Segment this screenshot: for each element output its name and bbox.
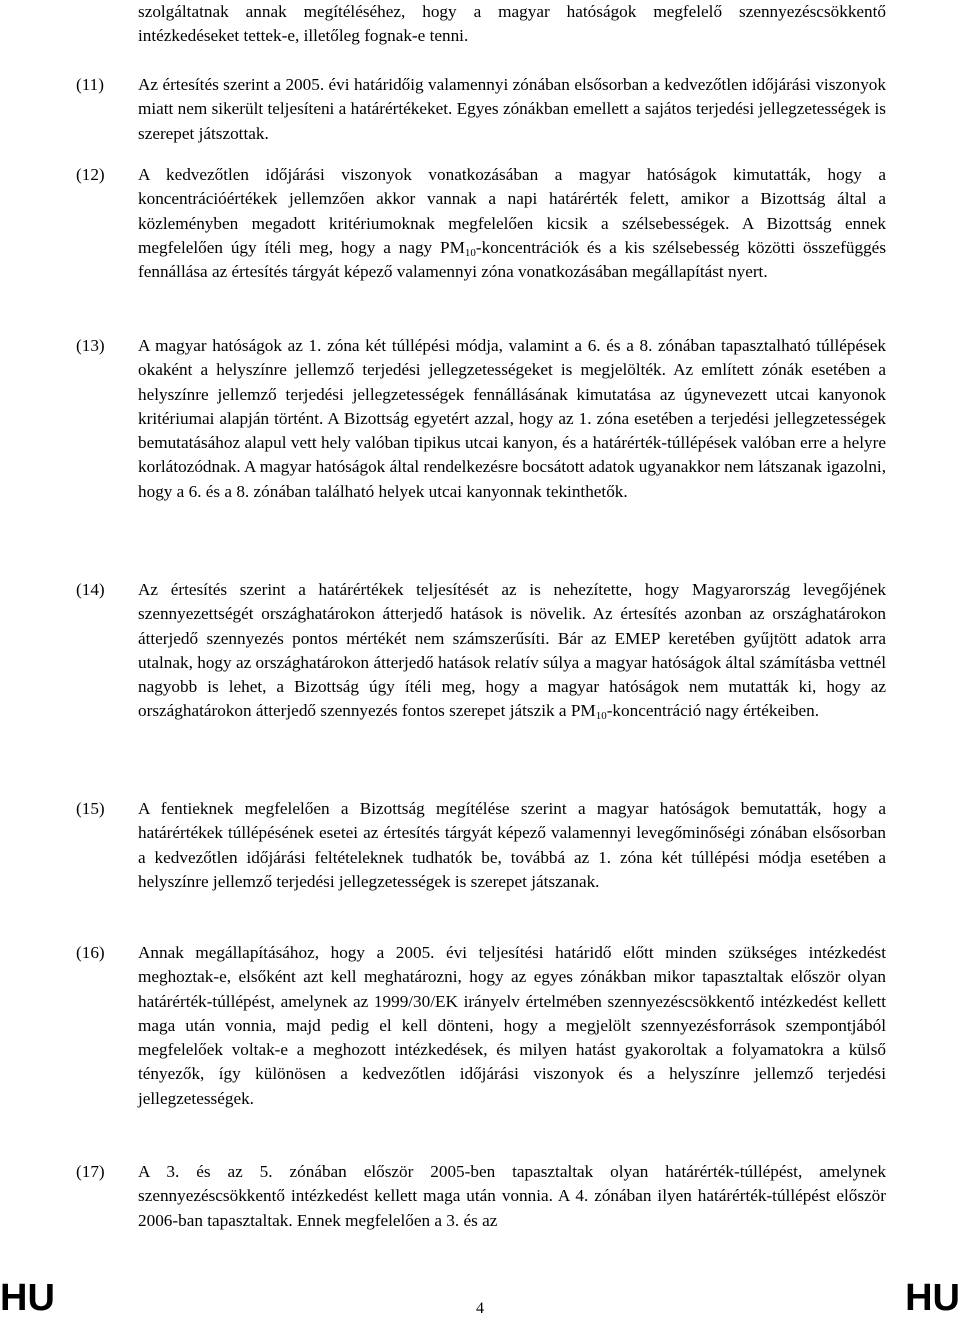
- paragraph-number-14: (14): [76, 580, 105, 599]
- paragraph-12: [138, 163, 886, 284]
- paragraph-11: Az értesítés szerint a 2005. évi határidőig valamennyi zónában elsősorban a kedvezőtlen időjárási viszonyok miatt nem sikerült teljesíteni a határértékeket. Egyes zónákban emellett a sajátos terjedési jellegzetességek is szerepet játszottak.: [138, 75, 886, 143]
- paragraph-number-12: (12): [76, 165, 105, 184]
- paragraph-12-part-a: A kedvezőtlen időjárási viszonyok vonatkozásában a magyar hatóságok kimutatták, hogy a koncentrációértékek jellemzően akkor vannak a napi határérték felett, amikor a Bizottság által a közleményben megadott kritériumoknak megfelelően kicsik a szélsebességek. A Bizottság ennek megfelelően úgy ítéli meg, hogy a nagy PM: [138, 165, 886, 257]
- paragraph-12-part-b: -koncentrációk és a kis szélsebesség közötti összefüggés fennállása az értesítés tárgyát képező valamennyi zóna vonatkozásában megállapítást nyert.: [138, 237, 887, 282]
- footer-language-right: HU: [905, 1277, 960, 1319]
- paragraph-number-15: (15): [76, 799, 105, 818]
- paragraph-number-11: (11): [76, 75, 104, 94]
- paragraph-14: [138, 578, 886, 724]
- footer-language-left: HU: [0, 1277, 55, 1319]
- paragraph-15: A fentieknek megfelelően a Bizottság megítélése szerint a magyar hatóságok bemutatták, hogy a határértékek túllépésének esetei az értesítés tárgyát képező valamennyi levegőminőségi zónában elsősorban a kedvezőtlen időjárási feltételeknek tudhatók be, továbbá az 1. zóna két túllépési módja esetében a helyszínre jellemző terjedési jellegzetességek is szerepet játszanak.: [138, 799, 886, 891]
- paragraph-13: A magyar hatóságok az 1. zóna két túllépési módja, valamint a 6. és a 8. zónában tapasztalható túllépések okaként a helyszínre jellemző terjedési jellegzetességeket is megjelölték. Az említett zónák esetében a helyszínre jellemző terjedési jellegzetességek fennállásának kimutatása az úgynevezett utcai kanyonok kritériumai alapján történt. A Bizottság egyetért azzal, hogy az 1. zóna esetében a terjedési jellegzetességek bemutatásához alapul vett hely valóban tipikus utcai kanyon, és a határérték-túllépések valóban erre a helyre korlátozódnak. A magyar hatóságok által rendelkezésre bocsátott adatok ugyanakkor nem látszanak igazolni, hogy a 6. és a 8. zónában található helyek utcai kanyonnak tekinthetők.: [138, 336, 886, 501]
- paragraph-17: A 3. és az 5. zónában először 2005-ben tapasztaltak olyan határérték-túllépést, amelynek szennyezéscsökkentő intézkedést kellett maga után vonnia. A 4. zónában ilyen határérték-túllépést először 2006-ban tapasztaltak. Ennek megfelelően a 3. és az: [138, 1162, 886, 1230]
- paragraph-number-16: (16): [76, 943, 105, 962]
- paragraph-16: Annak megállapításához, hogy a 2005. évi teljesítési határidő előtt minden szükséges intézkedést meghoztak-e, elsőként azt kell meghatározni, hogy az egyes zónákban mikor tapasztaltak először olyan határérték-túllépést, amelynek az 1999/30/EK irányelv értelmében szennyezéscsökkentő intézkedést kellett maga után vonnia, majd pedig el kell dönteni, hogy a megjelölt szennyezésforrások szempontjából megfelelőek voltak-e a meghozott intézkedések, és milyen hatást gyakoroltak a folyamatokra a külső tényezők, így különösen a kedvezőtlen időjárási viszonyok és a helyszínre jellemző terjedési jellegzetességek.: [138, 943, 886, 1108]
- page-number: 4: [476, 1300, 484, 1317]
- paragraph-14-part-a: Az értesítés szerint a határértékek teljesítését az is nehezítette, hogy Magyarország levegőjének szennyezettségét országhatárokon átterjedő hatások is növelik. Az értesítés azonban az országhatárokon átterjedő szennyezés pontos mértékét nem számszerűsíti. Bár az EMEP keretében gyűjtött adatok arra utalnak, hogy az országhatárokon átterjedő hatások relatív súlya a magyar hatóságok által számításba vettnél nagyobb is lehet, a Bizottság úgy ítéli meg, hogy a magyar hatóságok nem mutatták ki, hogy az országhatárokon átterjedő szennyezés fontos szerepet játszik a PM: [138, 580, 886, 721]
- paragraph-number-17: (17): [76, 1162, 105, 1181]
- paragraph-14-part-b: -koncentráció nagy értékeiben.: [606, 701, 820, 721]
- continuation-paragraph: szolgáltatnak annak megítéléséhez, hogy a magyar hatóságok megfelelő szennyezéscsökkentő intézkedéseket tettek-e, illetőleg fognak-e tenni.: [138, 2, 886, 46]
- pm-subscript: 10: [595, 710, 607, 723]
- paragraph-number-13: (13): [76, 336, 105, 355]
- pm-subscript: 10: [464, 246, 476, 259]
